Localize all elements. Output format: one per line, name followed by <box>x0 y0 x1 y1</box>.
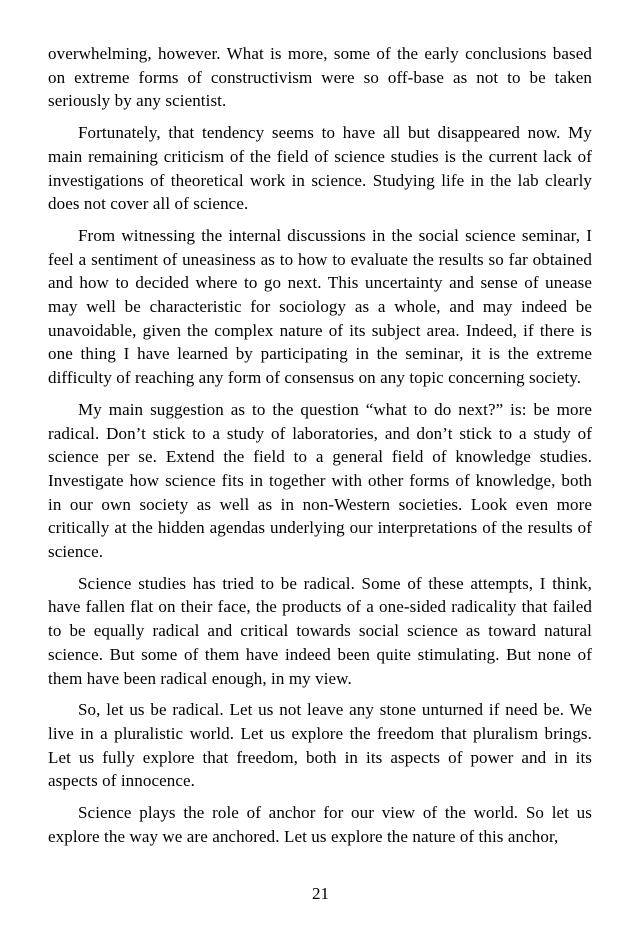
paragraph: So, let us be radical. Let us not leave any stone unturned if need be. We live in a pluralistic world. Let us explore the freedom that pluralism brings. Let us fully explore that freedom, both in its aspects of power and in its aspects of innocence. <box>48 700 592 791</box>
paragraph: From witnessing the internal discussions in the social science seminar, I feel a sentiment of uneasiness as to how to evaluate the results so far obtained and how to decided where to go next. This uncertainty and sense of unease may well be characteristic for sociology as a whole, and may indeed be unavoidable, given the complex nature of its subject area. Indeed, if there is one thing I have learned by participating in the seminar, it is the extreme difficulty of reaching any form of consensus on any topic concerning society. <box>48 225 592 388</box>
paragraph: Science plays the role of anchor for our view of the world. So let us explore the way we are anchored. Let us explore the nature of this anchor, <box>48 803 592 846</box>
paragraph: My main suggestion as to the question “what to do next?” is: be more radical. Don’t stick to a study of laboratories, and don’t stick to a study of science per se. Extend the field to a general field of knowledge studies. Investigate how science fits in together with other forms of knowledge, both in our own society as well as in non-Western societies. Look even more critically at the hidden agendas underlying our interpretations of the results of science. <box>48 399 592 562</box>
text-block <box>48 42 592 857</box>
paragraph: Science studies has tried to be radical. Some of these attempts, I think, have fallen flat on their face, the products of a one-sided radicality that failed to be equally radical and critical towards social science as toward natural science. But some of them have indeed been quite stimulating. But none of them have been radical enough, in my view. <box>48 573 592 688</box>
paragraph: Fortunately, that tendency seems to have all but disappeared now. My main remaining criticism of the field of science studies is the current lack of investigations of theoretical work in science. Studying life in the lab clearly does not cover all of science. <box>48 123 592 214</box>
paragraph: overwhelming, however. What is more, some of the early conclusions based on extreme forms of constructivism were so off-base as not to be taken seriously by any scientist. <box>48 44 592 111</box>
page-number: 21 <box>312 884 329 903</box>
